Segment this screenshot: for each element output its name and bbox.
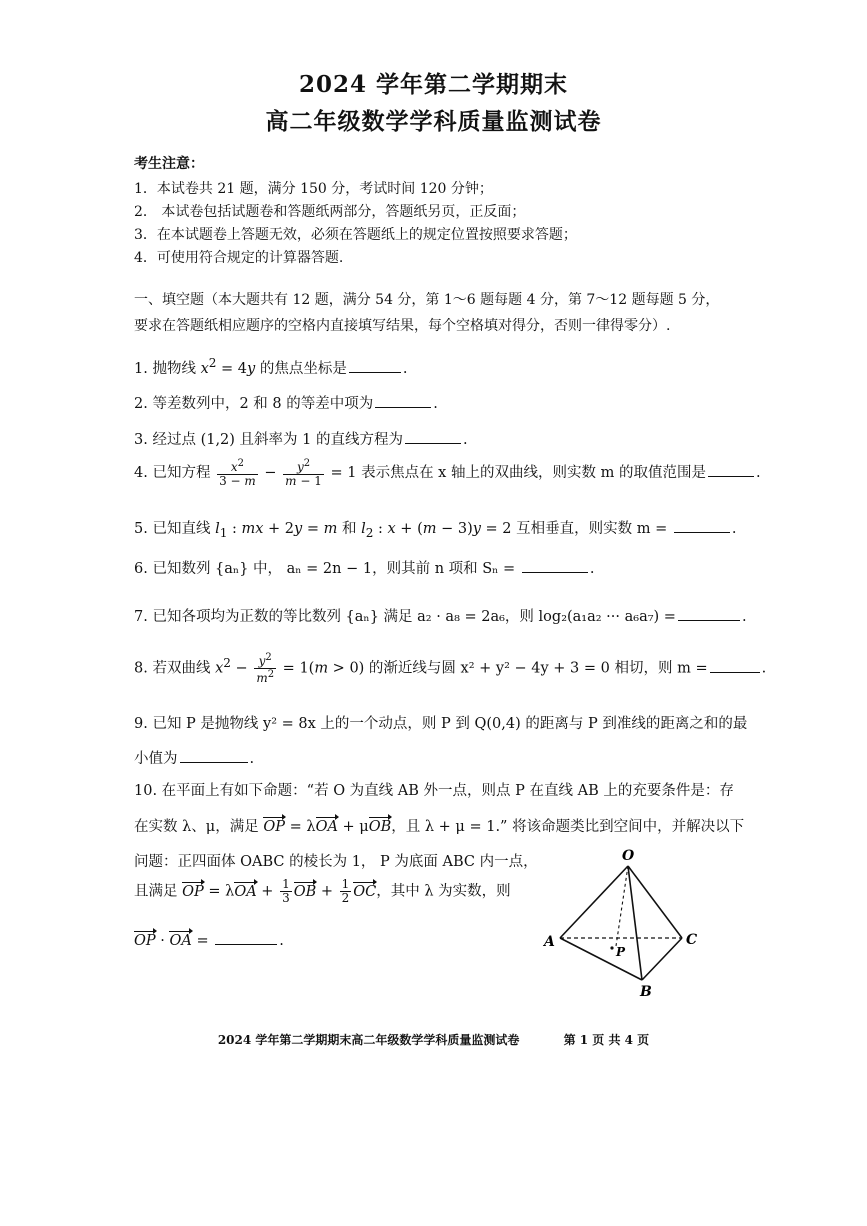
notice-item-2: 2． 本试卷包括试题卷和答题纸两部分，答题纸另页，正反面； [134, 204, 526, 220]
question-3: 3. 经过点 (1,2) 且斜率为 1 的直线方程为 . [134, 428, 468, 449]
answer-blank-8[interactable] [710, 658, 760, 673]
segment-op-hidden [616, 866, 628, 946]
tetrahedron-figure [532, 842, 712, 1002]
footer-page-number: 第 1 页 共 4 页 [563, 1033, 650, 1047]
answer-blank-5[interactable] [674, 518, 730, 533]
label-b: B [640, 984, 652, 1000]
question-10-line-1: 10. 在平面上有如下命题：“若 O 为直线 AB 外一点，则点 P 在直线 AB 上的充要条件是：存 [134, 783, 734, 799]
notice-item-1: 1．本试卷共 21 题，满分 150 分，考试时间 120 分钟； [134, 181, 493, 197]
page-footer [0, 1031, 867, 1048]
answer-blank-1[interactable] [349, 358, 401, 373]
label-c: C [686, 932, 698, 948]
edge-cb [642, 938, 682, 980]
notice-item-3: 3．在本试题卷上答题无效，必须在答题纸上的规定位置按照要求答题； [134, 227, 577, 243]
section-1-instructions: 要求在答题纸相应题序的空格内直接填写结果，每个空格填对得分，否则一律得零分）. [134, 318, 671, 334]
notice-item-4: 4．可使用符合规定的计算器答题. [134, 250, 344, 266]
footer-exam-title: 2024 学年第二学期期末高二年级数学学科质量监测试卷 [217, 1033, 520, 1047]
label-o: O [622, 848, 635, 864]
question-10-line-3: 问题：正四面体 OABC 的棱长为 1， P 为底面 ABC 内一点， [134, 854, 538, 870]
question-7: 7. 已知各项均为正数的等比数列 {aₙ} 满足 a₂ · a₈ = 2a₆，则 log₂(a₁a₂ ··· a₆a₇) = . [134, 605, 747, 626]
answer-blank-6[interactable] [522, 558, 588, 573]
question-10-line-4: 且满足 OP = λOA + $\frac{1}{3}$ OB + $\frac{1}{2}$ OC，其中 λ 为实数，则 [134, 877, 511, 906]
answer-blank-9[interactable] [180, 748, 248, 763]
answer-blank-2[interactable] [375, 393, 431, 408]
question-9-line-1: 9. 已知 P 是抛物线 y² = 8x 上的一个动点，则 P 到 Q(0,4) 的距离与 P 到准线的距离之和的最 [134, 716, 748, 732]
question-4: 4. 已知方程 $\frac{x^2}{3 - m}$ − $\frac{y^2}{m - 1}$ = 1 表示焦点在 x 轴上的双曲线，则实数 m 的取值范围是 . [134, 458, 761, 489]
notice-heading: 考生注意： [134, 156, 204, 172]
edge-ab [560, 938, 642, 980]
question-10-line-5: OP · OA = . [134, 930, 284, 949]
section-1-heading: 一、填空题（本大题共有 12 题，满分 54 分，第 1～6 题每题 4 分，第 7～12 题每题 5 分， [134, 292, 720, 308]
question-8: 8. 若双曲线 $x^2$ − $\frac{y^2}{m^2}$ = 1(m > 0) 的渐近线与圆 x² + y² − 4y + 3 = 0 相切，则 m = . [134, 652, 767, 686]
point-p [610, 946, 613, 949]
edge-oa [560, 866, 628, 938]
title-line-2: 高二年级数学学科质量监测试卷 [265, 108, 602, 135]
question-2: 2. 等差数列中，2 和 8 的等差中项为 . [134, 392, 438, 413]
question-9-line-2: 小值为 . [134, 747, 254, 768]
title-line-1: 2024 学年第二学期期末 [298, 71, 569, 98]
answer-blank-7[interactable] [678, 606, 740, 621]
label-a: A [544, 934, 555, 950]
question-10-line-2: 在实数 λ、μ，满足 OP = λOA + μOB，且 λ + μ = 1.” 将该命题类比到空间中，并解决以下 [134, 819, 745, 835]
label-p: P [616, 945, 626, 959]
question-6: 6. 已知数列 {aₙ} 中， aₙ = 2n − 1，则其前 n 项和 Sₙ = . [134, 557, 594, 578]
answer-blank-10[interactable] [215, 930, 277, 945]
answer-blank-3[interactable] [405, 429, 461, 444]
question-5: 5. 已知直线 $l_1$ : mx + 2y = m 和 $l_2$ : x + (m − 3)y = 2 互相垂直，则实数 m = . [134, 517, 736, 540]
question-1: 1. 抛物线 $x^2 = 4y$ 的焦点坐标是 . [134, 356, 408, 377]
answer-blank-4[interactable] [708, 462, 754, 477]
